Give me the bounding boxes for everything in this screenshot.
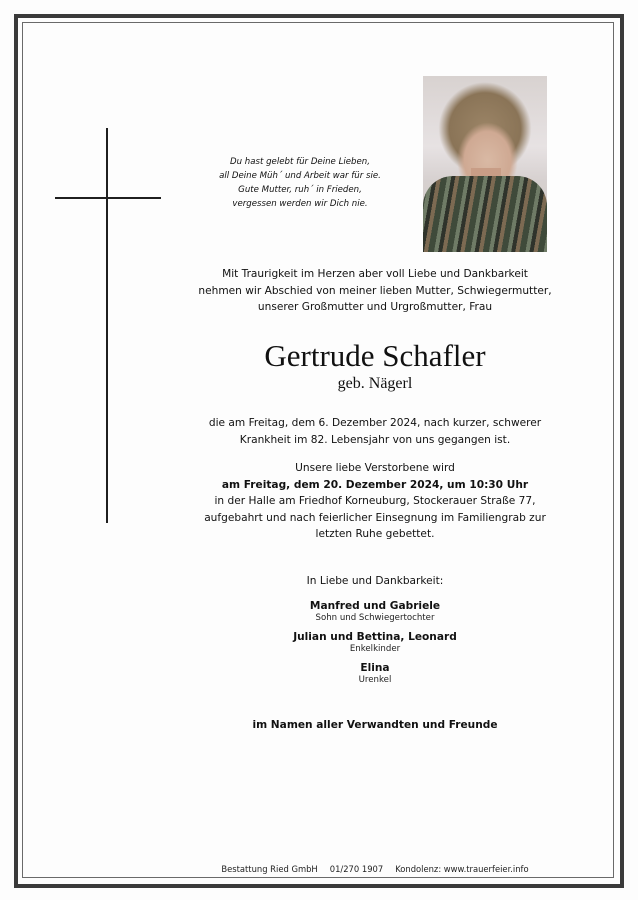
funeral-detail-line: in der Halle am Friedhof Korneuburg, Stockerauer Straße 77, (214, 495, 536, 507)
poem-line: vergessen werden wir Dich nie. (232, 199, 368, 209)
mourner-entry (160, 600, 590, 624)
mourner-relation: Enkelkinder (349, 644, 401, 654)
cross-horizontal-bar (55, 197, 161, 199)
intro-line: unserer Großmutter und Urgroßmutter, Frau (257, 301, 493, 313)
intro-text (160, 266, 590, 316)
mourner-entry (160, 631, 590, 655)
funeral-lead: Unsere liebe Verstorbene wird (295, 462, 455, 474)
poem-line: all Deine Müh´ und Arbeit war für sie. (219, 171, 381, 181)
memorial-poem (190, 155, 410, 211)
mourner-name: Manfred und Gabriele (309, 600, 441, 612)
thanks-heading: In Liebe und Dankbarkeit: (306, 575, 444, 587)
mourner-entry (160, 662, 590, 686)
poem-line: Gute Mutter, ruh´ in Frieden, (238, 185, 362, 195)
mourners-list (160, 600, 590, 693)
funeral-details (160, 460, 590, 543)
poem-line: Du hast gelebt für Deine Lieben, (230, 157, 370, 167)
portrait-clothing (423, 176, 547, 252)
footer-phone: 01/270 1907 (329, 864, 384, 874)
death-notice-line: die am Freitag, dem 6. Dezember 2024, nach kurzer, schwerer (208, 417, 542, 429)
death-notice (160, 415, 590, 448)
funeral-detail-line: aufgebahrt und nach feierlicher Einsegnung im Familiengrab zur (204, 511, 546, 524)
funeral-detail-line: letzten Ruhe gebettet. (315, 528, 435, 540)
mourner-relation: Urenkel (358, 675, 392, 685)
death-notice-line: Krankheit im 82. Lebensjahr von uns gegangen ist. (239, 433, 511, 446)
cross-vertical-bar (106, 128, 108, 523)
mourner-relation: Sohn und Schwiegertochter (315, 613, 435, 623)
closing-line: im Namen aller Verwandten und Freunde (252, 719, 498, 731)
deceased-name: Gertrude Schafler (264, 338, 486, 373)
funeral-date-time: am Freitag, dem 20. Dezember 2024, um 10:30 Uhr (221, 478, 529, 491)
mourner-name: Elina (360, 662, 390, 674)
mourner-name: Julian und Bettina, Leonard (293, 631, 457, 643)
intro-line: nehmen wir Abschied von meiner lieben Mutter, Schwiegermutter, (198, 284, 552, 297)
footer-condolence-link[interactable]: Kondolenz: www.trauerfeier.info (395, 864, 529, 874)
portrait-photo (423, 76, 547, 252)
maiden-name: geb. Nägerl (337, 375, 413, 392)
footer (140, 864, 610, 875)
intro-line: Mit Traurigkeit im Herzen aber voll Liebe und Dankbarkeit (222, 268, 528, 280)
footer-company: Bestattung Ried GmbH (221, 864, 318, 874)
